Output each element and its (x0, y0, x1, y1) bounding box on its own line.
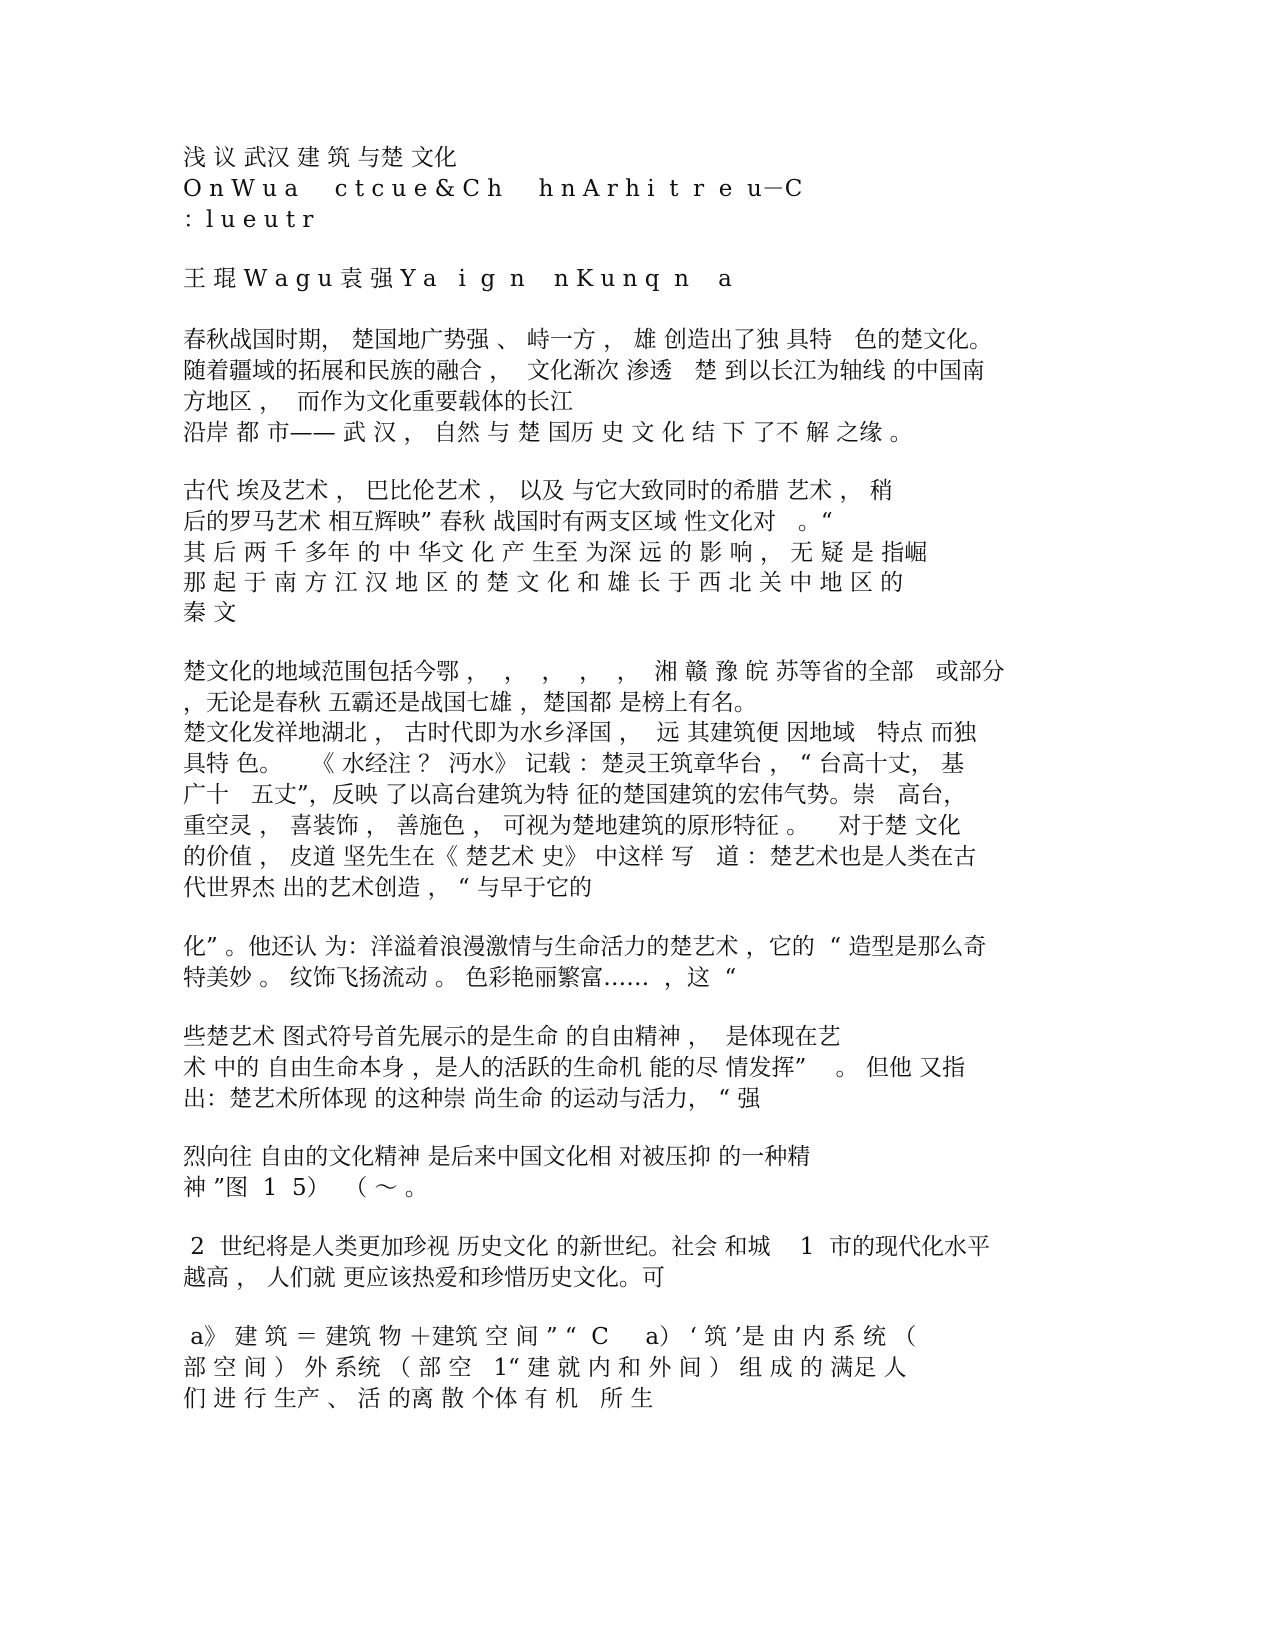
paragraph-2-line-5: 秦 文 (183, 600, 237, 626)
paragraph-3-line-7: 的价值 ， 皮道 坚先生在《 楚艺术 史》 中这样 写 道 ：楚艺术也是人类在古 (183, 844, 977, 870)
paragraph-1-line-4: 沿岸 都 市—— 武 汉 ， 自然 与 楚 国历 史 文 化 结 下 了不 解 之缘 。 (183, 420, 913, 446)
paragraph-2-line-3: 其 后 两 千 多年 的 中 华文 化 产 生至 为深 远 的 影 响 ， 无 疑 是 指崛 (183, 540, 928, 566)
paragraph-4-line-2: 特美妙 。 纹饰飞扬流动 。 色彩艳丽繁富…… ，这 “ (183, 965, 737, 991)
author-line: 王 琨 W a g u 袁 强 Y a i g n n K u n q n a (183, 266, 732, 292)
paragraph-5-line-2: 术 中的 自由生命本身 ，是人的活跃的生命机 能的尽 情发挥” 。 但他 又指 (183, 1055, 966, 1081)
paragraph-8-line-1: a》 建 筑 ＝ 建筑 物 ＋建筑 空 间 ” “ C a） ‘ 筑 ’是 由 内 系 统 （ (183, 1324, 917, 1350)
paragraph-6-line-2: 神 ”图 1 5） （ ～ 。 (183, 1175, 428, 1201)
paragraph-5-line-1: 些楚艺术 图式符号首先展示的是生命 的自由精神 ， 是体现在艺 (183, 1024, 841, 1050)
paragraph-5-line-3: 出：楚艺术所体现 的这种崇 尚生命 的运动与活力， “ 强 (183, 1086, 761, 1112)
paragraph-3-line-4: 具特 色。 《 水经注 ？ 沔水》 记载 ：楚灵王筑章华台 ， “ 台高十丈， 基 (183, 751, 965, 777)
english-title-line-1: O n W u a c t c u e & C h h n A r h i t r e u－C (183, 176, 803, 202)
paragraph-1-line-3: 方地区 ， 而作为文化重要载体的长江 (183, 389, 573, 415)
paragraph-3-line-6: 重空灵 ， 喜装饰 ， 善施色 ， 可视为楚地建筑的原形特征 。 对于楚 文化 (183, 813, 961, 839)
paragraph-2-line-1: 古代 埃及艺术 ， 巴比伦艺术 ， 以及 与它大致同时的希腊 艺术 ， 稍 (183, 478, 893, 504)
english-title-line-2: ：l u e u t r (183, 207, 314, 233)
paragraph-8-line-3: 们 进 行 生产 、 活 的离 散 个体 有 机 所 生 (183, 1386, 654, 1412)
paragraph-3-line-5: 广十 五丈”，反映 了以高台建筑为特 征的楚国建筑的宏伟气势。崇 高台， (183, 782, 967, 808)
paragraph-8-line-2: 部 空 间 ） 外 系统 （ 部 空 1“ 建 就 内 和 外 间 ） 组 成 的 满足 人 (183, 1355, 907, 1381)
paragraph-1-line-1: 春秋战国时期， 楚国地广势强 、 峙一方 ， 雄 创造出了独 具特 色的楚文化。 (183, 327, 993, 353)
paragraph-3-line-1: 楚文化的地域范围包括今鄂 ， ， ， ， ， 湘 赣 豫 皖 苏等省的全部 或部分 (183, 659, 1005, 685)
paragraph-2-line-4: 那 起 于 南 方 江 汉 地 区 的 楚 文 化 和 雄 长 于 西 北 关 中 地 区 的 (183, 570, 904, 596)
paragraph-1-line-2: 随着疆域的拓展和民族的融合 ， 文化渐次 渗透 楚 到以长江为轴线 的中国南 (183, 358, 985, 384)
paragraph-3-line-3: 楚文化发祥地湖北 ， 古时代即为水乡泽国 ， 远 其建筑便 因地域 特点 而独 (183, 720, 977, 746)
paragraph-6-line-1: 烈向往 自由的文化精神 是后来中国文化相 对被压抑 的一种精 (183, 1144, 811, 1170)
paragraph-2-line-2: 后的罗马艺术 相互辉映” 春秋 战国时有两支区域 性文化对 。“ (183, 509, 833, 535)
paragraph-3-line-2: ，无论是春秋 五霸还是战国七雄 ，楚国都 是榜上有名。 (183, 690, 757, 716)
paragraph-7-line-2: 越高 ， 人们就 更应该热爱和珍惜历史文化。可 (183, 1265, 665, 1291)
paragraph-7-line-1: 2 世纪将是人类更加珍视 历史文化 的新世纪。社会 和城 1 市的现代化水平 (183, 1234, 990, 1260)
paragraph-3-line-8: 代世界杰 出的艺术创造 ， “ 与早于它的 (183, 875, 593, 901)
paragraph-4-line-1: 化” 。他还认 为：洋溢着浪漫激情与生命活力的楚艺术 ，它的 “ 造型是那么奇 (183, 934, 987, 960)
document-title: 浅 议 武汉 建 筑 与楚 文化 (183, 145, 457, 171)
